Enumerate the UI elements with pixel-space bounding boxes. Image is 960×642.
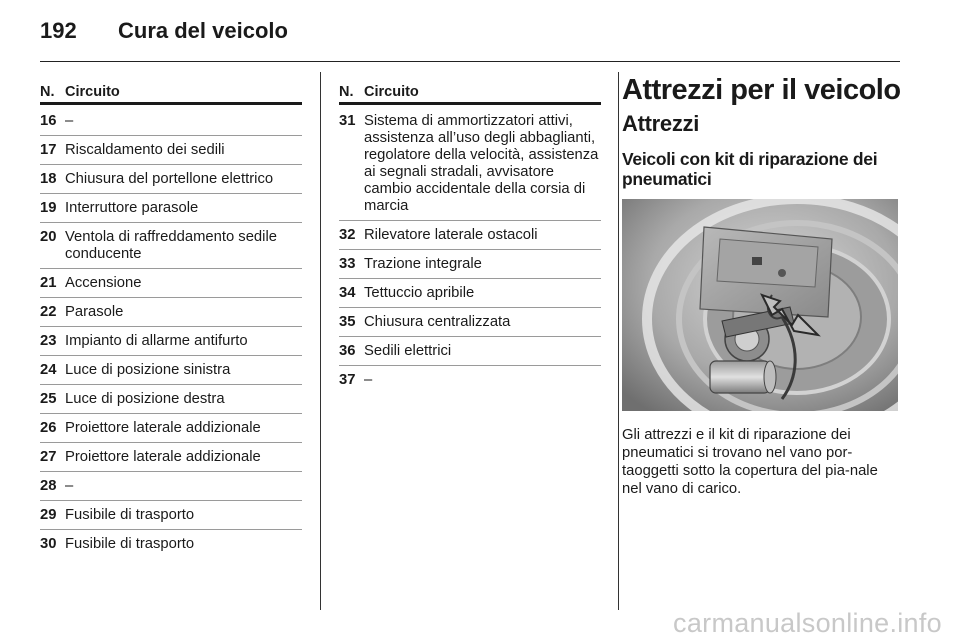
fuse-number: 23: [40, 333, 57, 349]
header-circuit: Circuito: [65, 84, 120, 100]
circuit-name: Accensione: [65, 275, 142, 291]
table-row: [40, 171, 302, 188]
page-title: Cura del veicolo: [118, 18, 288, 43]
circuit-name: Interruttore parasole: [65, 200, 199, 216]
row-divider: [339, 249, 601, 250]
fuse-number: 29: [40, 507, 57, 523]
fuse-number: 17: [40, 142, 57, 158]
circuit-name: Sedili elettrici: [364, 343, 452, 359]
table-row: [40, 362, 302, 379]
fuse-number: 37: [339, 372, 356, 388]
circuit-name: Luce di posizione destra: [65, 391, 225, 407]
fuse-number: 20: [40, 229, 57, 245]
fuse-number: 27: [40, 449, 57, 465]
table-row: [339, 314, 601, 331]
fuse-number: 33: [339, 256, 356, 272]
circuit-name: Proiettore laterale addizionale: [65, 420, 261, 436]
row-divider: [40, 442, 302, 443]
table-row: [40, 229, 302, 263]
fuse-number: 31: [339, 113, 356, 129]
table-body: [339, 113, 601, 389]
row-divider: [40, 135, 302, 136]
table-row: [40, 200, 302, 217]
circuit-name: Fusibile di trasporto: [65, 507, 195, 523]
section-heading: Attrezzi per il veicolo: [622, 74, 901, 106]
column-divider: [320, 72, 321, 610]
table-row: [40, 478, 302, 495]
table-row: [339, 256, 601, 273]
fuse-number: 35: [339, 314, 356, 330]
fuse-number: 19: [40, 200, 57, 216]
row-divider: [40, 297, 302, 298]
page-number: 192: [40, 18, 77, 43]
table-row: [339, 113, 601, 215]
fuse-number: 24: [40, 362, 57, 378]
table-row: [339, 285, 601, 302]
fuse-number: 34: [339, 285, 356, 301]
tools-section: [622, 74, 902, 498]
table-row: [40, 142, 302, 159]
fuse-number: 26: [40, 420, 57, 436]
circuit-name: –: [65, 113, 74, 129]
row-divider: [40, 500, 302, 501]
table-row: [40, 420, 302, 437]
table-row: [40, 333, 302, 350]
table-row: [339, 343, 601, 360]
circuit-name: Rilevatore laterale ostacoli: [364, 227, 538, 243]
row-divider: [40, 529, 302, 530]
circuit-name: Tettuccio apribile: [364, 285, 475, 301]
circuit-name: Chiusura del portellone elettrico: [65, 171, 274, 187]
circuit-name: Riscaldamento dei sedili: [65, 142, 225, 158]
row-divider: [339, 307, 601, 308]
table-body: [40, 113, 302, 553]
fuse-table-left: [40, 80, 302, 553]
row-divider: [40, 471, 302, 472]
fuse-number: 30: [40, 536, 57, 552]
circuit-name: –: [65, 478, 74, 494]
fuse-number: 21: [40, 275, 57, 291]
circuit-name: Impianto di allarme antifurto: [65, 333, 248, 349]
circuit-name: –: [364, 372, 373, 388]
row-divider: [40, 355, 302, 356]
table-header-rule: [339, 102, 601, 105]
circuit-name: Proiettore laterale addizionale: [65, 449, 261, 465]
table-row: [40, 275, 302, 292]
row-divider: [339, 336, 601, 337]
table-header: [339, 80, 601, 102]
header-number: N.: [40, 84, 55, 100]
section-subheading: Attrezzi: [622, 111, 700, 136]
circuit-name: Chiusura centralizzata: [364, 314, 511, 330]
circuit-name: Parasole: [65, 304, 124, 320]
circuit-name: Luce di posizione sinistra: [65, 362, 231, 378]
fuse-number: 18: [40, 171, 57, 187]
page-header: [40, 18, 288, 48]
header-rule: [40, 61, 900, 62]
row-divider: [40, 413, 302, 414]
table-row: [40, 113, 302, 130]
row-divider: [40, 164, 302, 165]
fuse-number: 36: [339, 343, 356, 359]
tyre-repair-kit-illustration-icon: [622, 199, 898, 411]
table-row: [40, 304, 302, 321]
table-header: [40, 80, 302, 102]
row-divider: [40, 268, 302, 269]
fuse-table-right: [339, 80, 601, 389]
table-header-rule: [40, 102, 302, 105]
watermark: carmanualsonline.info: [673, 608, 942, 638]
table-row: [40, 507, 302, 524]
table-row: [40, 391, 302, 408]
fuse-number: 25: [40, 391, 57, 407]
circuit-name: Ventola di raffreddamento sedile conducente: [65, 229, 277, 262]
circuit-name: Fusibile di trasporto: [65, 536, 195, 552]
section-subsubheading: Veicoli con kit di riparazione dei pneumatici: [622, 149, 878, 189]
row-divider: [40, 193, 302, 194]
circuit-name: Sistema di ammortizzatori attivi, assistenza all’uso degli abbaglianti, regolatore della velocità, assistenza ai segnali stradali, avvisatore cambio accidentale della corsia di marcia: [364, 113, 599, 214]
header-circuit: Circuito: [364, 84, 419, 100]
header-number: N.: [339, 84, 354, 100]
row-divider: [40, 326, 302, 327]
fuse-number: 28: [40, 478, 57, 494]
table-row: [339, 372, 601, 389]
row-divider: [40, 384, 302, 385]
column-divider: [618, 72, 619, 610]
row-divider: [339, 278, 601, 279]
fuse-number: 22: [40, 304, 57, 320]
fuse-number: 32: [339, 227, 356, 243]
table-row: [339, 227, 601, 244]
fuse-number: 16: [40, 113, 57, 129]
table-row: [40, 536, 302, 553]
body-paragraph: Gli attrezzi e il kit di riparazione dei pneumatici si trovano nel vano por-taoggetti sotto la copertura del pia-nale nel vano di carico.: [622, 427, 878, 497]
row-divider: [339, 365, 601, 366]
circuit-name: Trazione integrale: [364, 256, 482, 272]
table-row: [40, 449, 302, 466]
row-divider: [339, 220, 601, 221]
row-divider: [40, 222, 302, 223]
